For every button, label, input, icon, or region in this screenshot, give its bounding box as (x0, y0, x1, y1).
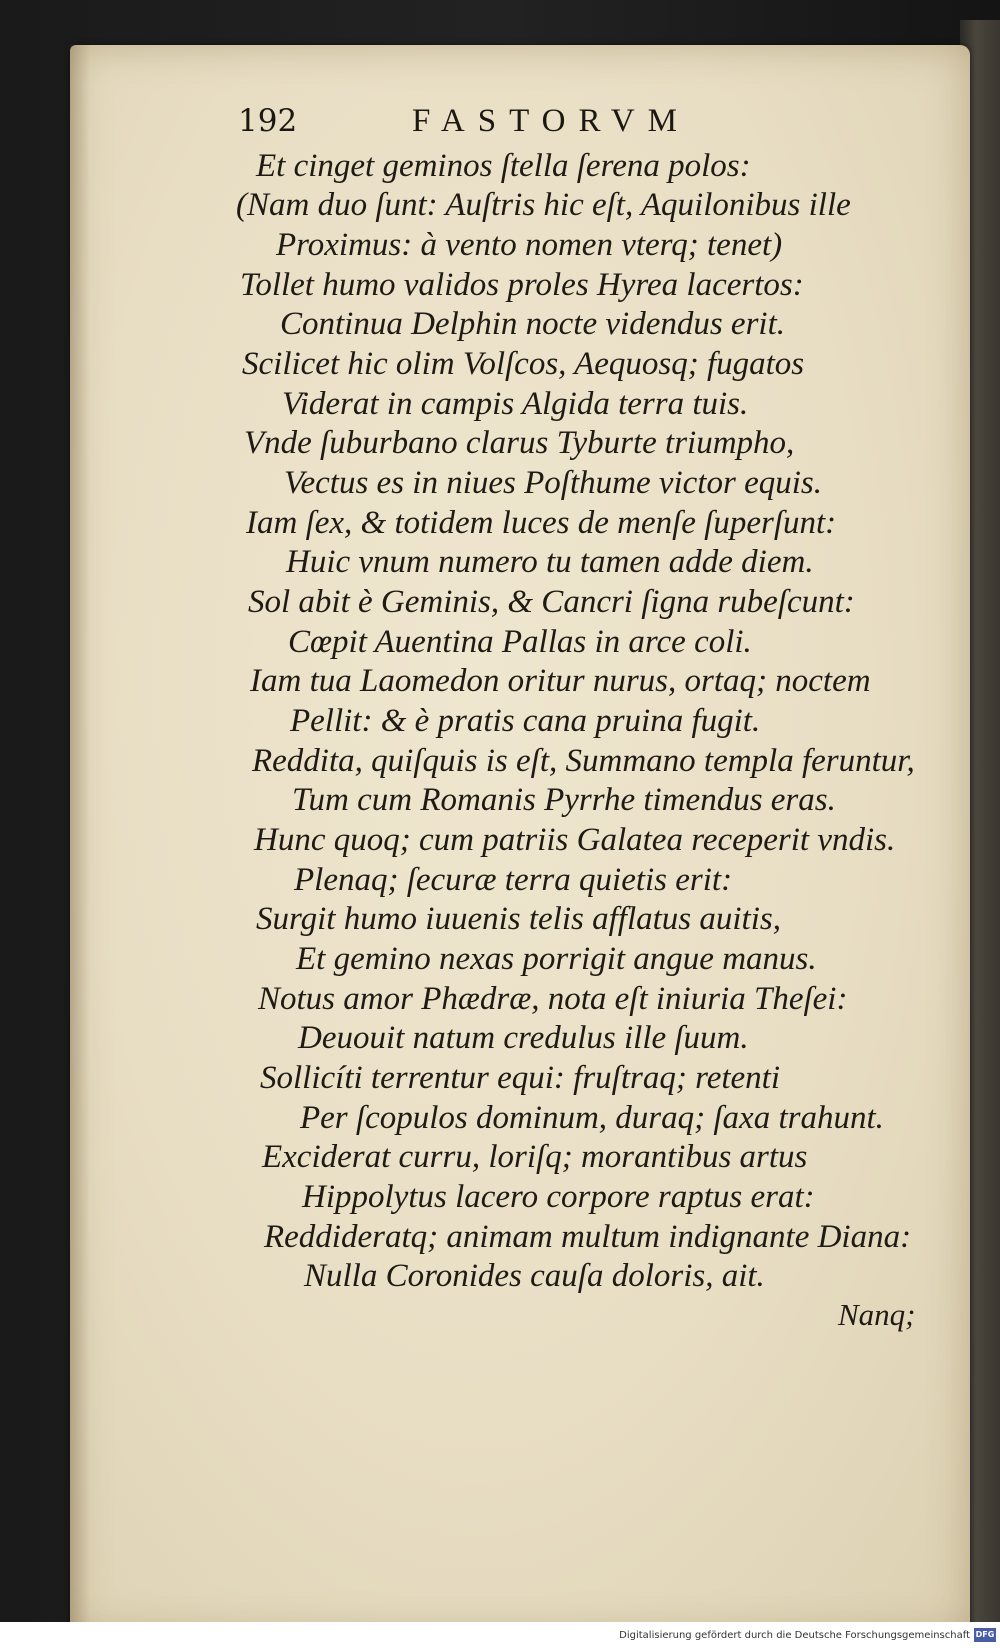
verse-line: Notus amor Phædræ, nota eſt iniuria Theſei: (258, 981, 848, 1017)
verse-line: Et cinget geminos ſtella ſerena polos: (256, 148, 751, 184)
verse-line: Proximus: à vento nomen vterq; tenet) (276, 227, 783, 263)
verse-line: (Nam duo ſunt: Auſtris hic eſt, Aquilonibus ille (236, 187, 851, 223)
verse-line: Nulla Coronides cauſa doloris, ait. (304, 1258, 765, 1294)
book-page (70, 45, 970, 1635)
verse-line: Pellit: & è pratis cana pruina fugit. (290, 703, 761, 739)
verse-line: Cœpit Auentina Pallas in arce coli. (288, 624, 752, 660)
verse-line: Scilicet hic olim Volſcos, Aequosq; fugatos (242, 346, 805, 382)
verse-line: Vnde ſuburbano clarus Tyburte triumpho, (244, 425, 795, 461)
verse-line: Reddita, quiſquis is eſt, Summano templa feruntur, (252, 743, 915, 779)
verse-line: Tollet humo validos proles Hyrea lacertos: (240, 267, 804, 303)
verse-line: Hippolytus lacero corpore raptus erat: (302, 1179, 815, 1215)
verse-line: Viderat in campis Algida terra tuis. (282, 386, 749, 422)
verse-line: Reddideratq; animam multum indignante Diana: (264, 1219, 912, 1255)
page-number: 192 (238, 103, 298, 139)
verse-line: Plenaq; ſecuræ terra quietis erit: (294, 862, 733, 898)
verse-line: Huic vnum numero tu tamen adde diem. (286, 544, 814, 580)
verse-line: Surgit humo iuuenis telis afflatus auitis, (256, 901, 781, 937)
verse-line: Tum cum Romanis Pyrrhe timendus eras. (292, 782, 836, 818)
verse-line: Et gemino nexas porrigit angue manus. (296, 941, 817, 977)
funding-credit: Digitalisierung gefördert durch die Deutsche Forschungsgemeinschaft (619, 1630, 970, 1641)
running-title: FASTORVM (412, 103, 691, 139)
catchword: Nanq; (838, 1297, 916, 1332)
verse-line: Sol abit è Geminis, & Cancri ſigna rubeſcunt: (248, 584, 855, 620)
verse-line: Vectus es in niues Poſthume victor equis. (284, 465, 822, 501)
dfg-logo-icon: DFG (974, 1628, 996, 1642)
verse-line: Per ſcopulos dominum, duraq; ſaxa trahunt. (300, 1100, 884, 1136)
verse-line: Continua Delphin nocte videndus erit. (280, 306, 786, 342)
verse-line: Deuouit natum credulus ille ſuum. (298, 1020, 749, 1056)
verse-line: Exciderat curru, loriſq; morantibus artus (262, 1139, 808, 1175)
verse-line: Hunc quoq; cum patriis Galatea receperit vndis. (254, 822, 896, 858)
verse-line: Iam tua Laomedon oritur nurus, ortaq; noctem (250, 663, 871, 699)
verse-block (70, 45, 970, 1635)
footer-bar (0, 1622, 1000, 1652)
verse-line: Sollicíti terrentur equi: fruſtraq; retenti (260, 1060, 780, 1096)
verse-line: Iam ſex, & totidem luces de menſe ſuperſunt: (246, 505, 837, 541)
